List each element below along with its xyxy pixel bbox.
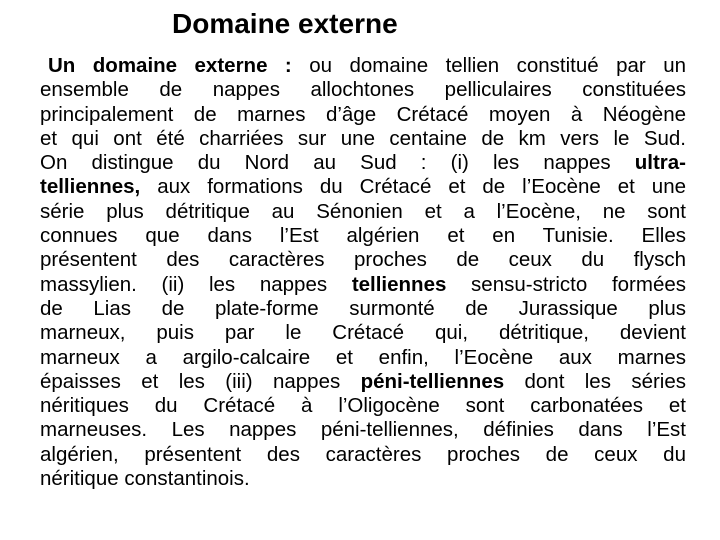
text-run: marneux a argilo-calcaire et enfin, l’Eocène aux marnes bbox=[40, 345, 686, 369]
text-line bbox=[40, 346, 686, 370]
text-run: ou domaine tellien constitué par un bbox=[309, 54, 686, 77]
bold-term: telliennes, bbox=[40, 175, 141, 199]
text-run: connues que dans l’Est algérien et en Tunisie. Elles bbox=[40, 224, 686, 248]
text-run: massylien. (ii) les nappes bbox=[40, 272, 352, 296]
bold-term: Un domaine externe : bbox=[48, 54, 310, 77]
text-line bbox=[40, 200, 686, 224]
text-line bbox=[40, 103, 686, 127]
slide-title: Domaine externe bbox=[172, 8, 398, 39]
text-run: dont les séries bbox=[504, 369, 686, 393]
text-run: série plus détritique au Sénonien et a l’Eocène, ne sont bbox=[40, 199, 686, 223]
text-run: marneuses. Les nappes péni-telliennes, définies dans l’Est bbox=[40, 418, 686, 442]
text-line bbox=[40, 321, 686, 345]
text-run: ensemble de nappes allochtones pelliculaires constituées bbox=[40, 78, 686, 102]
text-run: et qui ont été charriées sur une centaine de km vers le Sud. bbox=[40, 126, 686, 150]
text-line bbox=[40, 78, 686, 102]
text-run: épaisses et les (iii) nappes bbox=[40, 369, 361, 393]
text-run: On distingue du Nord au Sud : (i) les nappes bbox=[40, 151, 635, 175]
text-line bbox=[40, 273, 686, 297]
bold-term: telliennes bbox=[351, 272, 447, 296]
text-run: sensu-stricto formées bbox=[446, 272, 687, 296]
text-run: marneux, puis par le Crétacé qui, détritique, devient bbox=[40, 321, 686, 345]
text-line bbox=[40, 370, 686, 394]
text-line bbox=[40, 297, 686, 321]
text-line bbox=[40, 151, 686, 175]
text-run: néritique constantinois. bbox=[40, 467, 250, 491]
bold-term: péni-telliennes bbox=[360, 369, 505, 393]
text-run: algérien, présentent des caractères proches de ceux du bbox=[40, 442, 686, 466]
text-line bbox=[40, 418, 686, 442]
text-line bbox=[40, 248, 686, 272]
text-line bbox=[48, 54, 686, 78]
text-run: néritiques du Crétacé à l’Oligocène sont carbonatées et bbox=[40, 394, 686, 418]
bold-term: ultra- bbox=[634, 151, 686, 175]
text-run: principalement de marnes d’âge Crétacé moyen à Néogène bbox=[40, 102, 686, 126]
text-run: présentent des caractères proches de ceux du flysch bbox=[40, 248, 686, 272]
text-line bbox=[40, 443, 686, 467]
text-line bbox=[40, 467, 686, 491]
text-line bbox=[40, 175, 686, 199]
text-line bbox=[40, 127, 686, 151]
text-line bbox=[40, 224, 686, 248]
text-run: aux formations du Crétacé et de l’Eocène et une bbox=[140, 175, 686, 199]
text-run: de Lias de plate-forme surmonté de Jurassique plus bbox=[40, 296, 686, 320]
text-line bbox=[40, 394, 686, 418]
paragraph bbox=[40, 54, 686, 491]
